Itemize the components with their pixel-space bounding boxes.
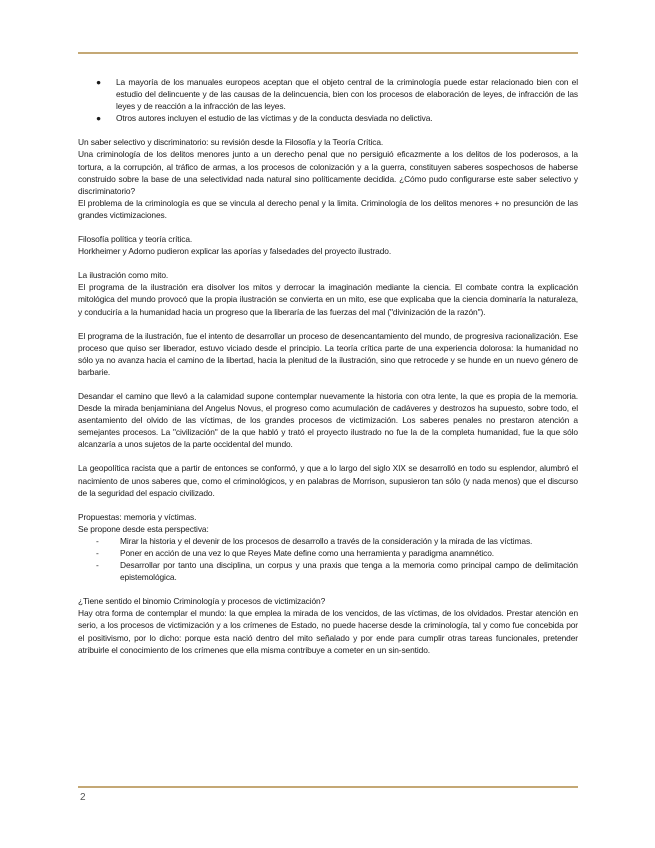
section-heading: Filosofía política y teoría crítica. (78, 234, 193, 245)
section-heading: Un saber selectivo y discriminatorio: su revisión desde la Filosofía y la Teoría Crítica. (78, 137, 384, 148)
list-item: ● La mayoría de los manuales europeos aceptan que el objeto central de la criminología puede estar relacionado bien con el estudio del delincuente y de las causas de la delincuencia, bien con los procesos de elaboración de leyes, de infracción de las leyes y de reacción a la infracción de las leyes. (96, 77, 578, 112)
proposal-list (78, 535, 578, 583)
bullet-icon: ● (96, 77, 101, 87)
list-item: - Mirar la historia y el devenir de los procesos de desarrollo a través de la consideración y la mirada de las víctimas. (96, 535, 533, 546)
list-item: - Desarrollar por tanto una disciplina, un corpus y una praxis que tenga a la memoria como principal campo de delimitación epistemológica. (96, 560, 578, 583)
section-heading: Propuestas: memoria y víctimas. (78, 511, 197, 522)
paragraph: El problema de la criminología es que se vincula al derecho penal y la limita. Criminología de los delitos menores + no presunción de las grandes victimizaciones. (78, 197, 578, 220)
paragraph: Se propone desde esta perspectiva: (78, 523, 209, 534)
dash-icon: - (96, 535, 99, 546)
paragraph: Hay otra forma de contemplar el mundo: la que emplea la mirada de los vencidos, de las víctimas, de los olvidados. Prestar atención en serio, a los procesos de victimización y a los crímenes de Estado, no puede hacerse desde la criminología, tal y como fue concebida por el positivismo, por lo dicho: porque esta nació dentro del mito señalado y por ende para cumplir otras tareas funcionales, pretender atribuirle el conocimiento de los crímenes que ella misma contribuye a cometer en un sin-sentido. (78, 608, 578, 655)
dash-icon: - (96, 560, 99, 571)
paragraph: Desandar el camino que llevó a la calamidad supone contemplar nuevamente la historia con otra lente, la que es propia de la memoria. Desde la mirada benjaminiana del Angelus Novus, el progreso como acumulación de cadáveres y destrozos ha supuesto, sobre todo, el asentamiento del olvido de las víctimas, de los grandes procesos de victimización. Los saberes penales no prestaron atención a semejantes procesos. La "civilización" de la que habló y trató el proyecto ilustrado no fue la de la completa humanidad, fue la que sólo alcanzaría a unos sujetos de la parte occidental del mundo. (78, 390, 578, 450)
footer-rule (78, 786, 578, 788)
paragraph: El programa de la ilustración, fue el intento de desarrollar un proceso de desencantamiento del mundo, de progresiva racionalización. Ese proceso que quiso ser liberador, estuvo viciado desde el principio. La teoría crítica parte de una experiencia dolorosa: la humanidad no sólo ya no avanza hacia el camino de la libertad, hacia la plenitud de la ilustración, sino que retrocede y se hunde en un nuevo género de barbarie. (78, 330, 578, 377)
paragraph: La geopolítica racista que a partir de entonces se conformó, y que a lo largo del siglo XIX se desarrolló en todo su esplendor, alumbró el nacimiento de unos saberes que, como el criminológicos, y en palabras de Morrison, supusieron tan sólo (y nada menos) que el discurso de la seguridad del espacio civilizado. (78, 463, 578, 498)
paragraph: Una criminología de los delitos menores junto a un derecho penal que no persiguió eficazmente a los delitos de los poderosos, a la tortura, a la corrupción, al tráfico de armas, a los procesos de colonización y a la guerra, constituyen saberes sospechosos de haberse construido sobre la base de una selectividad nada natural sino políticamente decidida. ¿Cómo pudo configurarse este saber selectivo y discriminatorio? (78, 149, 578, 196)
list-item: ● Otros autores incluyen el estudio de las víctimas y de la conducta desviada no delictiva. (96, 113, 433, 124)
paragraph: El programa de la ilustración era disolver los mitos y derrocar la imaginación mediante la ciencia. El combate contra la explicación mitológica del mundo provocó que la propia ilustración se convierta en un mito, ese que explicaba que la ciencia dominaría la naturaleza, y conduciría a la humanidad hacia un progreso que la liberaría de las fuerzas del mal ("divinización de la razón"). (78, 282, 578, 317)
header-rule (78, 52, 578, 54)
page-number: 2 (80, 792, 86, 803)
intro-bullet-list (78, 76, 578, 124)
page-content (78, 76, 578, 656)
section-heading: La ilustración como mito. (78, 270, 169, 281)
section-heading: ¿Tiene sentido el binomio Criminología y procesos de victimización? (78, 596, 326, 607)
bullet-icon: ● (96, 113, 101, 124)
list-item: - Poner en acción de una vez lo que Reyes Mate define como una herramienta y paradigma anamnético. (96, 548, 495, 558)
dash-icon: - (96, 548, 99, 558)
paragraph: Horkheimer y Adorno pudieron explicar las aporías y falsedades del proyecto ilustrado. (78, 246, 392, 257)
